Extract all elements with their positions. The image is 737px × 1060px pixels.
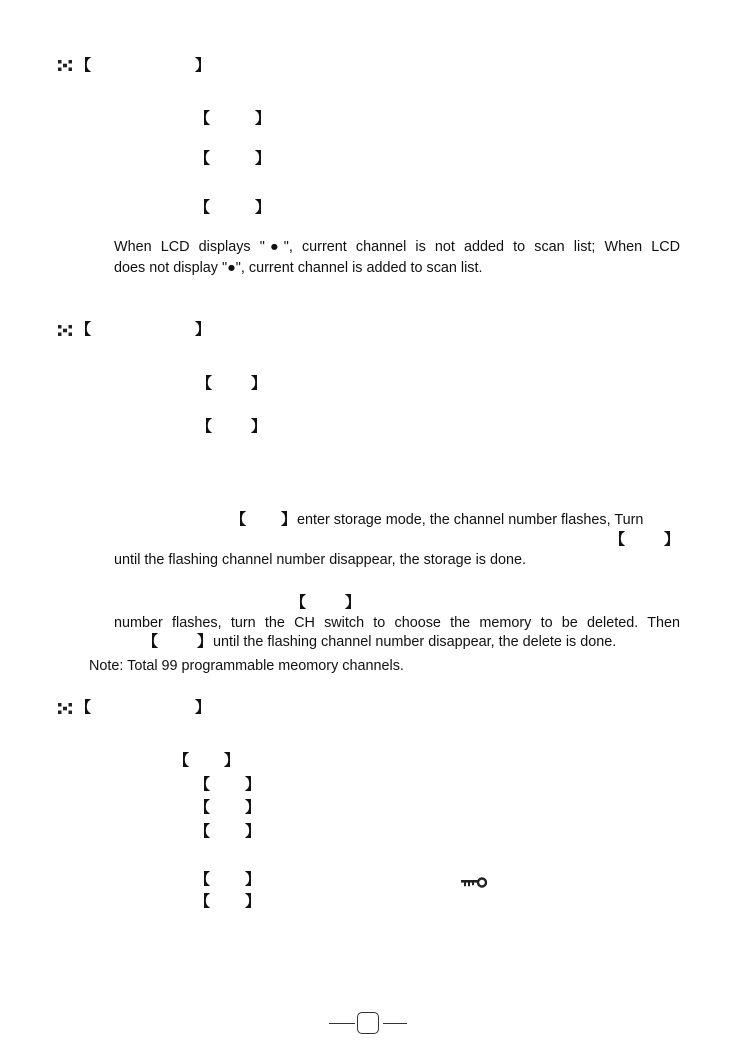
scan-note-line-2: does not display "●", current channel is added to scan list. — [114, 260, 483, 276]
delete-line-1: number flashes, turn the CH switch to choose the memory to be deleted. Then — [114, 615, 680, 631]
key-open-bracket: 【 — [195, 798, 211, 816]
footer-left-rule — [329, 1023, 355, 1024]
key-close-bracket: 】 — [255, 149, 271, 167]
storage-line-2: until the flashing channel number disappear, the storage is done. — [114, 552, 527, 568]
key-open-bracket: 【 — [231, 510, 247, 528]
key-open-bracket: 【 — [195, 870, 211, 888]
key-close-bracket: 】 — [251, 374, 267, 392]
key-open-bracket: 【 — [291, 593, 307, 611]
key-icon — [461, 875, 487, 886]
delete-line-2: until the flashing channel number disappear, the delete is done. — [213, 634, 617, 650]
key-close-bracket: 】 — [345, 593, 361, 611]
section-bullet-icon — [58, 325, 72, 336]
key-close-bracket: 】 — [245, 775, 261, 793]
memory-channel-note: Note: Total 99 programmable meomory channels. — [89, 658, 404, 674]
scan-note-line-1: When LCD displays "●", current channel is not added to scan list; When LCD — [114, 239, 680, 255]
key-open-bracket: 【 — [195, 822, 211, 840]
section-title-open-bracket: 【 — [76, 56, 92, 74]
key-close-bracket: 】 — [245, 892, 261, 910]
section-title-open-bracket: 【 — [76, 698, 92, 716]
key-close-bracket: 】 — [245, 822, 261, 840]
key-open-bracket: 【 — [195, 109, 211, 127]
key-close-bracket: 】 — [245, 798, 261, 816]
key-close-bracket: 】 — [255, 109, 271, 127]
storage-line-1: enter storage mode, the channel number flashes, Turn — [297, 512, 644, 528]
footer-right-rule — [383, 1023, 407, 1024]
section-bullet-icon — [58, 60, 72, 71]
key-close-bracket: 】 — [664, 530, 680, 548]
section-title-close-bracket: 】 — [195, 56, 211, 74]
key-open-bracket: 【 — [195, 198, 211, 216]
key-open-bracket: 【 — [197, 374, 213, 392]
key-close-bracket: 】 — [224, 751, 240, 769]
page-number-box — [357, 1012, 379, 1034]
key-close-bracket: 】 — [255, 198, 271, 216]
key-open-bracket: 【 — [195, 892, 211, 910]
section-bullet-icon — [58, 703, 72, 714]
key-open-bracket: 【 — [174, 751, 190, 769]
key-open-bracket: 【 — [197, 417, 213, 435]
key-open-bracket: 【 — [610, 530, 626, 548]
key-open-bracket: 【 — [195, 149, 211, 167]
key-close-bracket: 】 — [251, 417, 267, 435]
section-title-close-bracket: 】 — [195, 320, 211, 338]
key-open-bracket: 【 — [143, 632, 159, 650]
section-title-open-bracket: 【 — [76, 320, 92, 338]
key-close-bracket: 】 — [281, 510, 297, 528]
section-title-close-bracket: 】 — [195, 698, 211, 716]
key-open-bracket: 【 — [195, 775, 211, 793]
key-close-bracket: 】 — [245, 870, 261, 888]
key-close-bracket: 】 — [197, 632, 213, 650]
